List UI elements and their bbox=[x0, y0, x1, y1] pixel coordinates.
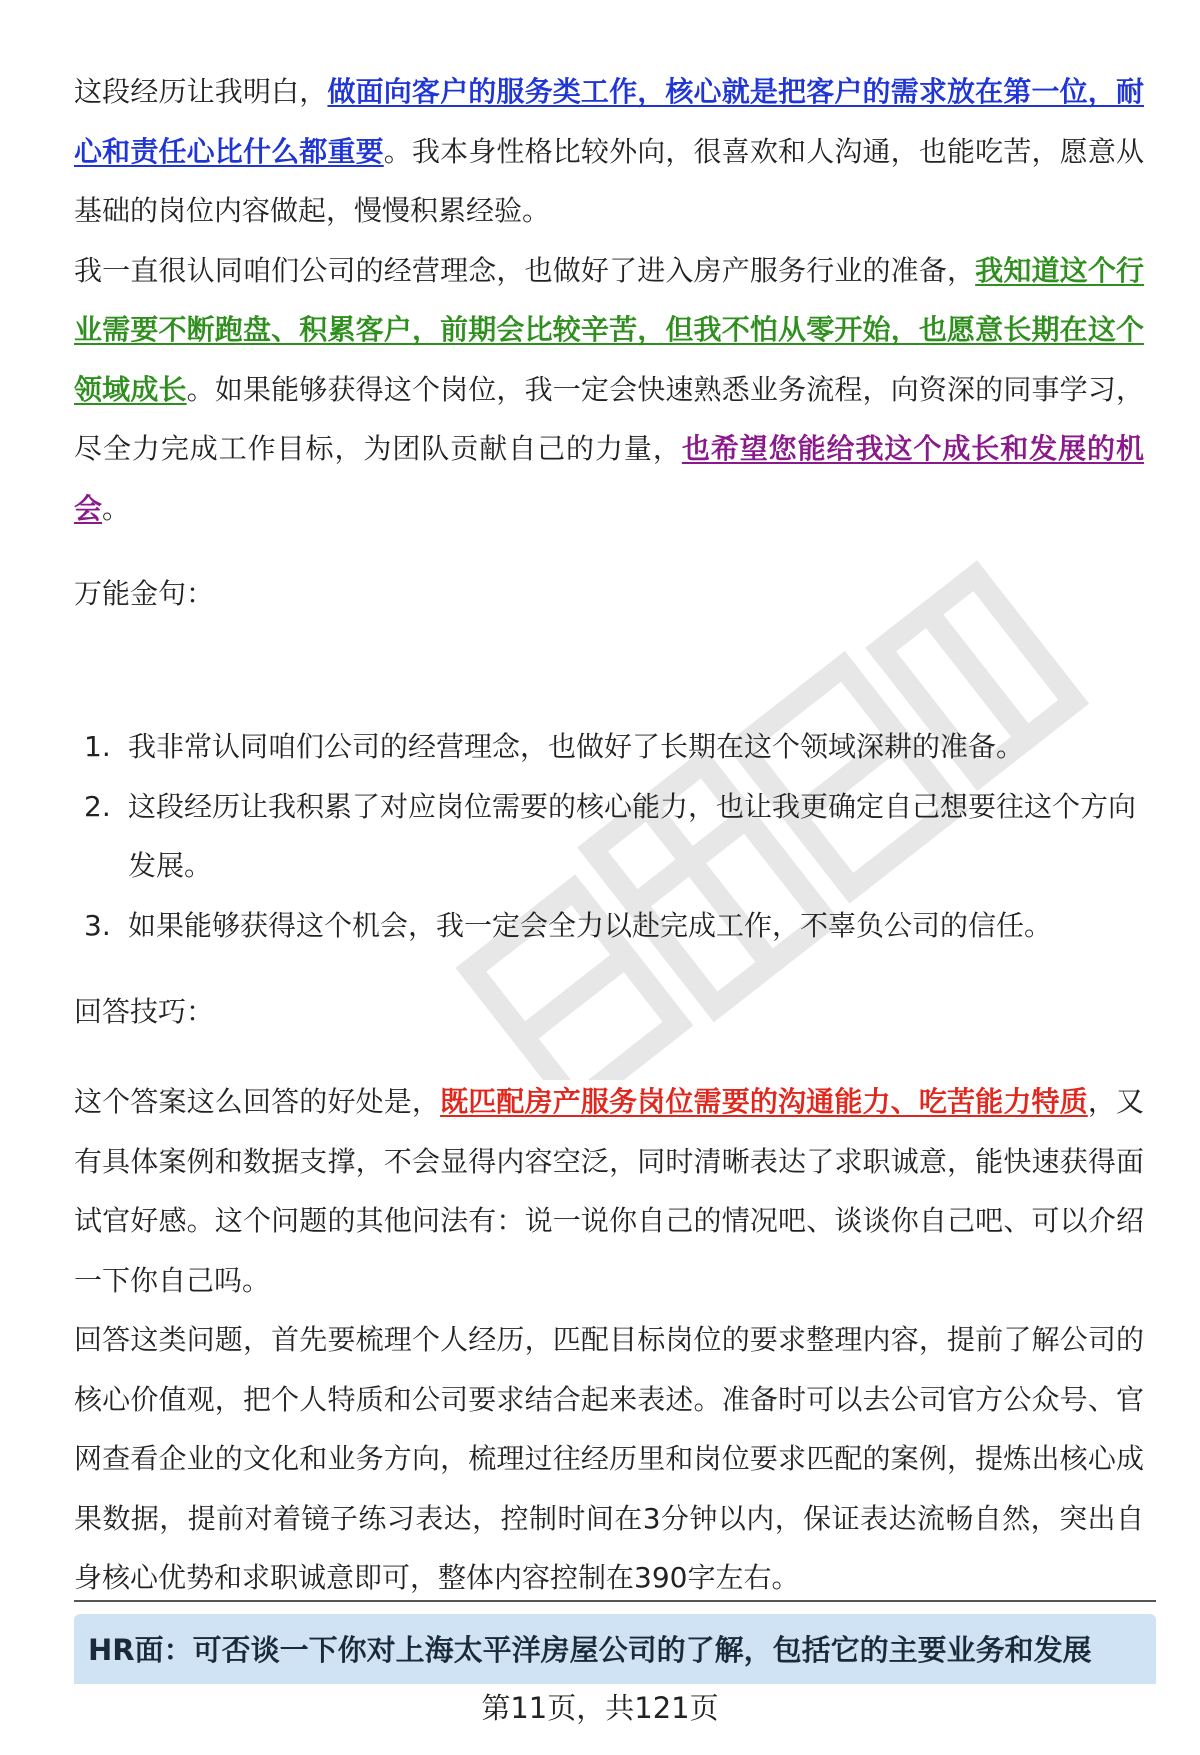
paragraph-method: 回答这类问题，首先要梳理个人经历，匹配目标岗位的要求整理内容，提前了解公司的核心价值观，把个人特质和公司要求结合起来表述。准备时可以去公司官方公众号、官网查看企业的文化和业务方向，梳理过往经历里和岗位要求匹配的案例，提炼出核心成果数据，提前对着镜子练习表达，控制时间在3分钟以内，保证表达流畅自然，突出自身核心优势和求职诚意即可，整体内容控制在390字左右。 bbox=[74, 1323, 1144, 1594]
text-run: 。我本身性格比较外向，很喜欢和人沟通，也能吃苦，愿意从基础的岗位内容做起，慢慢积累经验。 bbox=[74, 134, 1144, 227]
hr-question-box bbox=[74, 1614, 1156, 1684]
text-run: 。 bbox=[102, 491, 131, 525]
list-number: 3. bbox=[84, 908, 111, 942]
highlight-blue: 做面向客户的服务类工作，核心就是把客户的需求放在第一位，耐心和责任心比什么都重要 bbox=[74, 75, 1144, 168]
paragraph-benefits bbox=[74, 1072, 1144, 1310]
list-number: 1. bbox=[84, 730, 111, 763]
text-run: 这个答案这么回答的好处是， bbox=[74, 1085, 441, 1118]
page-footer: 第11页，共121页 bbox=[481, 1691, 719, 1725]
tips-section bbox=[74, 1072, 1144, 1608]
list-text: 如果能够获得这个机会，我一定会全力以赴完成工作，不辜负公司的信任。 bbox=[128, 908, 1053, 942]
hr-question-text: HR面：可否谈一下你对上海太平洋房屋公司的了解，包括它的主要业务和发展 bbox=[88, 1633, 1092, 1667]
highlight-red: 既匹配房产服务岗位需要的沟通能力、吃苦能力特质 bbox=[440, 1085, 1088, 1118]
text-run: ，又有具体案例和数据支撑，不会显得内容空泛，同时清晰表达了求职诚意，能快速获得面试官好感。这个问题的其他问法有：说一说你自己的情况吧、谈谈你自己吧、可以介绍一下你自己吗。 bbox=[74, 1085, 1144, 1297]
golden-sentences-list bbox=[74, 717, 1144, 955]
document-body bbox=[74, 62, 1144, 1594]
text-run: 这段经历让我明白， bbox=[74, 75, 328, 108]
highlight-purple: 也希望您能给我这个成长和发展的机会 bbox=[74, 432, 1144, 525]
list-item bbox=[74, 717, 1144, 777]
text-run: 我一直很认同咱们公司的经营理念，也做好了进入房产服务行业的准备， bbox=[74, 253, 976, 287]
list-text: 这段经历让我积累了对应岗位需要的核心能力，也让我更确定自己想要往这个方向发展。 bbox=[128, 789, 1137, 882]
list-number: 2. bbox=[84, 789, 111, 823]
golden-sentences-label: 万能金句： bbox=[74, 577, 215, 610]
paragraph-industry bbox=[74, 241, 1144, 539]
list-item bbox=[74, 777, 1144, 896]
paragraph-experience bbox=[74, 62, 1144, 241]
list-text: 我非常认同咱们公司的经营理念，也做好了长期在这个领域深耕的准备。 bbox=[128, 730, 1025, 763]
section-divider bbox=[74, 1600, 1156, 1602]
text-run: 。如果能够获得这个岗位，我一定会快速熟悉业务流程，向资深的同事学习，尽全力完成工作目标，为团队贡献自己的力量， bbox=[74, 372, 1144, 465]
answer-tips-label: 回答技巧： bbox=[74, 995, 215, 1028]
highlight-green: 我知道这个行业需要不断跑盘、积累客户，前期会比较辛苦，但我不怕从零开始，也愿意长期在这个领域成长 bbox=[74, 253, 1144, 406]
list-item bbox=[74, 896, 1144, 956]
